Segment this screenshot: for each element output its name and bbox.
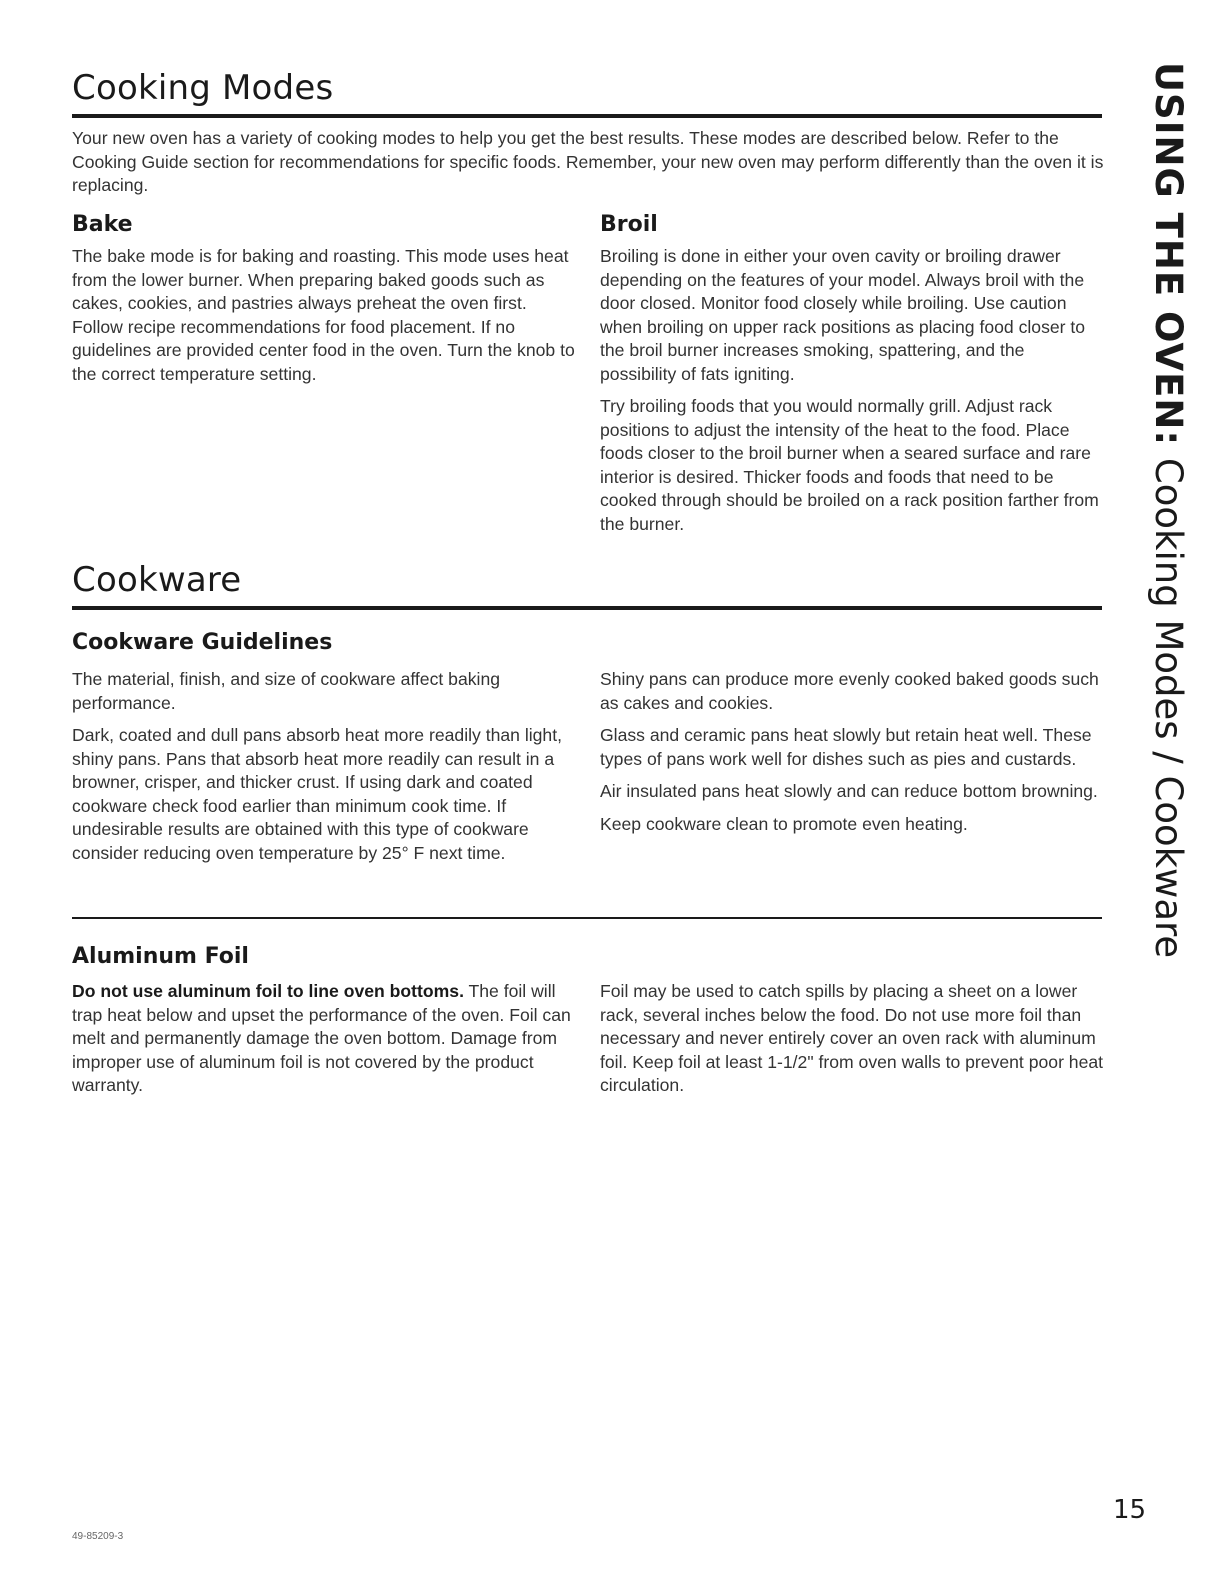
cookware-guidelines-left (72, 668, 577, 865)
guideline-paragraph: Dark, coated and dull pans absorb heat more readily than light, shiny pans. Pans that absorb heat more readily can result in a browner, crisper, and thicker crust. If using dark and coated cookware check food earlier than minimum cook time. If undesirable results are obtained with this type of cookware consider reducing oven temperature by 25° F next time. (72, 725, 562, 863)
broil-paragraph-1: Broiling is done in either your oven cavity or broiling drawer depending on the features of your model. Always broil with the door closed. Monitor food closely while broiling. Use caution when broiling on upper rack positions as placing food closer to the broil burner increases smoking, spattering, and the possibility of fats igniting. (600, 246, 1086, 384)
foil-warning-bold: Do not use aluminum foil to line oven bottoms. (72, 981, 464, 1001)
guideline-paragraph: Glass and ceramic pans heat slowly but retain heat well. These types of pans work well for dishes such as pies and custards. (600, 725, 1092, 769)
section-rule (72, 114, 1102, 118)
cookware-guidelines-heading: Cookware Guidelines (72, 630, 333, 655)
page-number: 15 (1113, 1495, 1147, 1525)
aluminum-foil-warning (72, 980, 577, 1098)
divider (72, 917, 1102, 919)
bake-heading: Bake (72, 212, 133, 237)
guideline-paragraph: Keep cookware clean to promote even heating. (600, 813, 968, 834)
side-tab-label (1147, 62, 1190, 959)
aluminum-foil-right (600, 980, 1105, 1098)
side-tab-caps: USING THE OVEN: (1147, 62, 1190, 447)
broil-heading: Broil (600, 212, 658, 237)
bake-text: The bake mode is for baking and roasting. This mode uses heat from the lower burner. When preparing baked goods such as cakes, cookies, and pastries always preheat the oven first. Follow recipe recommendations for food placement. If no guidelines are provided center food in the oven. Turn the knob to the correct temperature setting. (72, 246, 575, 384)
bake-section (72, 212, 577, 386)
aluminum-foil-left (72, 980, 577, 1098)
aluminum-foil-usage: Foil may be used to catch spills by placing a sheet on a lower rack, several inches below the food. Do not use more foil than necessary and never entirely cover an oven rack with aluminum foil. Keep foil at least 1-1/2" from oven walls to prevent poor heat circulation. (600, 981, 1104, 1095)
section-title-cookware: Cookware (72, 560, 242, 600)
broil-paragraph-2: Try broiling foods that you would normally grill. Adjust rack positions to adjust the intensity of the heat to the food. Place foods closer to the broil burner when a seared surface and rare interior is desired. Thicker foods and foods that need to be cooked through should be broiled on a rack position farther from the burner. (600, 396, 1099, 534)
aluminum-foil-heading: Aluminum Foil (72, 944, 249, 969)
guideline-paragraph: The material, finish, and size of cookware affect baking performance. (72, 669, 501, 713)
cooking-modes-intro: Your new oven has a variety of cooking modes to help you get the best results. These modes are described below. Refer to the Cooking Guide section for recommendations for specific foods. Remember, your new oven may perform differently than the oven it is replacing. (72, 128, 1104, 195)
section-title-cooking-modes: Cooking Modes (72, 68, 334, 108)
foil-warning-text: The foil will trap heat below and upset the performance of the oven. Foil can melt and permanently damage the oven bottom. Damage from improper use of aluminum foil is not covered by the product warranty. (72, 981, 571, 1095)
guideline-paragraph: Shiny pans can produce more evenly cooked baked goods such as cakes and cookies. (600, 669, 1099, 713)
broil-section (600, 212, 1105, 536)
cookware-guidelines-right (600, 668, 1105, 836)
side-tab-rest: Cooking Modes / Cookware (1147, 446, 1190, 959)
section-rule (72, 606, 1102, 610)
guideline-paragraph: Air insulated pans heat slowly and can reduce bottom browning. (600, 781, 1098, 801)
document-code: 49-85209-3 (72, 1531, 124, 1542)
